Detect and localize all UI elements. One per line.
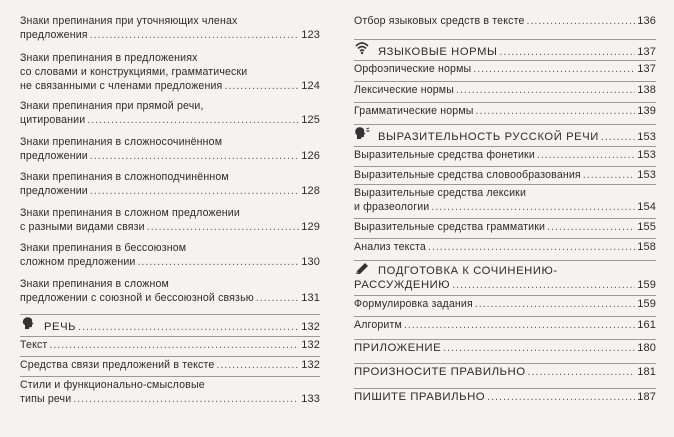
dot-leader [452, 278, 635, 292]
page-number: 128 [301, 185, 320, 197]
dot-leader [583, 168, 635, 182]
toc-entry[interactable] [20, 241, 320, 269]
divider-line [354, 339, 656, 340]
page-number: 155 [637, 221, 656, 233]
dot-leader [256, 291, 299, 305]
dot-leader [537, 148, 635, 162]
dot-leader [404, 318, 635, 332]
toc-entry-title: типы речи [20, 393, 72, 405]
toc-entry[interactable] [20, 170, 320, 198]
sound-waves-icon [354, 41, 370, 55]
dot-leader [87, 113, 299, 127]
toc-entry-title: и фразеологии [354, 201, 430, 213]
dot-leader [500, 45, 636, 59]
toc-entry[interactable] [354, 104, 656, 118]
toc-entry-title: Знаки препинания в сложноподчинённом [20, 171, 229, 183]
toc-entry-title: Знаки препинания в сложном [20, 278, 169, 290]
toc-entry-title: Стили и функционально-смысловые [20, 379, 205, 391]
dot-leader [475, 297, 635, 311]
toc-entry[interactable] [354, 240, 656, 254]
page-number: 132 [301, 339, 320, 351]
pencil-icon [354, 262, 370, 276]
toc-entry-title: цитировании [20, 114, 86, 126]
toc-entry-title: ПИШИТЕ ПРАВИЛЬНО [354, 391, 486, 403]
page-number: 187 [637, 391, 656, 403]
toc-entry-title: Знаки препинания при уточняющих членах [20, 15, 238, 27]
toc-entry-title: Знаки препинания в сложном предложении [20, 207, 240, 219]
toc-entry-title: Выразительные средства лексики [354, 187, 527, 199]
toc-entry[interactable] [354, 390, 656, 404]
toc-entry-title: Орфоэпические нормы [354, 63, 472, 75]
dot-leader [216, 358, 299, 372]
toc-entry-title: Анализ текста [354, 241, 426, 253]
toc-entry[interactable] [20, 206, 320, 234]
toc-entry[interactable] [20, 277, 320, 305]
page-number: 126 [301, 150, 320, 162]
toc-entry[interactable] [354, 220, 656, 234]
divider-line [354, 295, 656, 296]
toc-entry[interactable] [20, 316, 320, 334]
page-number: 180 [637, 342, 656, 354]
toc-entry-title: Знаки препинания в бессоюзном [20, 242, 187, 254]
page-number: 181 [637, 366, 656, 378]
toc-entry-title: ЯЗЫКОВЫЕ НОРМЫ [378, 46, 498, 58]
toc-entry[interactable] [20, 99, 320, 127]
page-number: 159 [637, 298, 656, 310]
page-number: 136 [637, 15, 656, 27]
divider-line [354, 102, 656, 103]
dot-leader [476, 104, 636, 118]
toc-entry[interactable] [354, 126, 656, 144]
divider-line [354, 39, 656, 40]
page-number: 137 [637, 46, 656, 58]
toc-entry-title: РЕЧЬ [44, 321, 77, 333]
toc-entry-title: ПРИЛОЖЕНИЕ [354, 342, 442, 354]
divider-line [354, 184, 656, 185]
speaking-head-icon [354, 126, 370, 140]
toc-entry[interactable] [20, 135, 320, 163]
toc-entry[interactable] [354, 148, 656, 162]
page-number: 124 [301, 80, 320, 92]
page-number: 133 [301, 393, 320, 405]
toc-entry-title: Формулировка задания [354, 298, 473, 310]
page-number: 130 [301, 256, 320, 268]
toc-entry[interactable] [354, 41, 656, 59]
divider-line [354, 316, 656, 317]
divider-line [354, 238, 656, 239]
toc-entry-title: Выразительные средства грамматики [354, 221, 546, 233]
toc-entry-title: со словами и конструкциями, грамматически [20, 66, 248, 78]
dot-leader [90, 149, 299, 163]
divider-line [354, 363, 656, 364]
toc-entry-title: ВЫРАЗИТЕЛЬНОСТЬ РУССКОЙ РЕЧИ [378, 131, 599, 143]
divider-line [20, 356, 320, 357]
toc-entry-title: Выразительные средства словообразования [354, 169, 581, 181]
toc-entry-title: сложном предложении [20, 256, 136, 268]
divider-line [354, 146, 656, 147]
toc-entry[interactable] [354, 297, 656, 311]
page-number: 123 [301, 29, 320, 41]
dot-leader [224, 79, 299, 93]
page-number: 132 [301, 359, 320, 371]
divider-line [354, 166, 656, 167]
dot-leader [73, 392, 299, 406]
toc-entry[interactable] [354, 62, 656, 76]
toc-entry[interactable] [20, 358, 320, 372]
toc-entry[interactable] [354, 168, 656, 182]
toc-entry[interactable] [20, 378, 320, 406]
toc-entry[interactable] [20, 14, 320, 42]
divider-line [354, 260, 656, 261]
dot-leader [90, 184, 299, 198]
page-number: 153 [637, 169, 656, 181]
toc-entry[interactable] [354, 365, 656, 379]
head-profile-icon [20, 316, 36, 330]
toc-entry-title: Грамматические нормы [354, 105, 474, 117]
toc-entry-title: Лексические нормы [354, 84, 454, 96]
page-number: 129 [301, 221, 320, 233]
page-number: 125 [301, 114, 320, 126]
toc-entry-title: Текст [20, 339, 48, 351]
toc-entry[interactable] [354, 262, 656, 292]
page-number: 159 [637, 279, 656, 291]
dot-leader [473, 62, 635, 76]
page-number: 153 [637, 131, 656, 143]
toc-entry-title: не связанными с членами предложения [20, 80, 223, 92]
page-number: 161 [637, 319, 656, 331]
page-number: 154 [637, 201, 656, 213]
divider-line [354, 388, 656, 389]
toc-entry-title: Средства связи предложений в тексте [20, 359, 215, 371]
toc-entry-title: предложения [20, 29, 88, 41]
toc-entry[interactable] [354, 318, 656, 332]
toc-entry-title: Знаки препинания при прямой речи, [20, 100, 204, 112]
divider-line [354, 124, 656, 125]
toc-entry-title: предложении [20, 150, 88, 162]
dot-leader [49, 338, 299, 352]
page-number: 153 [637, 149, 656, 161]
dot-leader [547, 220, 635, 234]
divider-line [354, 218, 656, 219]
dot-leader [487, 390, 635, 404]
divider-line [354, 60, 656, 61]
dot-leader [90, 28, 300, 42]
page-number: 139 [637, 105, 656, 117]
toc-entry-title: РАССУЖДЕНИЮ [354, 279, 451, 291]
toc-entry-title: предложении [20, 185, 88, 197]
dot-leader [147, 220, 299, 234]
dot-leader [428, 240, 635, 254]
toc-entry[interactable] [20, 338, 320, 352]
toc-entry-title: ПОДГОТОВКА К СОЧИНЕНИЮ- [378, 265, 558, 277]
divider-line [20, 314, 320, 315]
dot-leader [601, 130, 635, 144]
toc-entry-title: Алгоритм [354, 319, 402, 331]
toc-entry-title: ПРОИЗНОСИТЕ ПРАВИЛЬНО [354, 366, 526, 378]
dot-leader [456, 83, 635, 97]
toc-entry[interactable] [20, 51, 320, 93]
toc-entry[interactable] [354, 341, 656, 355]
toc-entry-title: Выразительные средства фонетики [354, 149, 535, 161]
divider-line [20, 376, 320, 377]
dot-leader [431, 200, 635, 214]
page-number: 132 [301, 321, 320, 333]
toc-entry-title: предложении с союзной и бессоюзной связью [20, 292, 254, 304]
page-number: 158 [637, 241, 656, 253]
dot-leader [443, 341, 635, 355]
page-number: 137 [637, 63, 656, 75]
toc-entry-title: с разными видами связи [20, 221, 145, 233]
dot-leader [78, 320, 299, 334]
toc-entry-title: Знаки препинания в предложениях [20, 52, 198, 64]
divider-line [354, 81, 656, 82]
toc-entry[interactable] [354, 14, 656, 28]
toc-entry[interactable] [354, 186, 656, 214]
toc-entry[interactable] [354, 83, 656, 97]
dot-leader [528, 365, 636, 379]
divider-line [20, 336, 320, 337]
toc-entry-title: Отбор языковых средств в тексте [354, 15, 525, 27]
page-number: 131 [301, 292, 320, 304]
dot-leader [137, 255, 299, 269]
dot-leader [527, 14, 636, 28]
toc-entry-title: Знаки препинания в сложносочинённом [20, 136, 223, 148]
page-number: 138 [637, 84, 656, 96]
